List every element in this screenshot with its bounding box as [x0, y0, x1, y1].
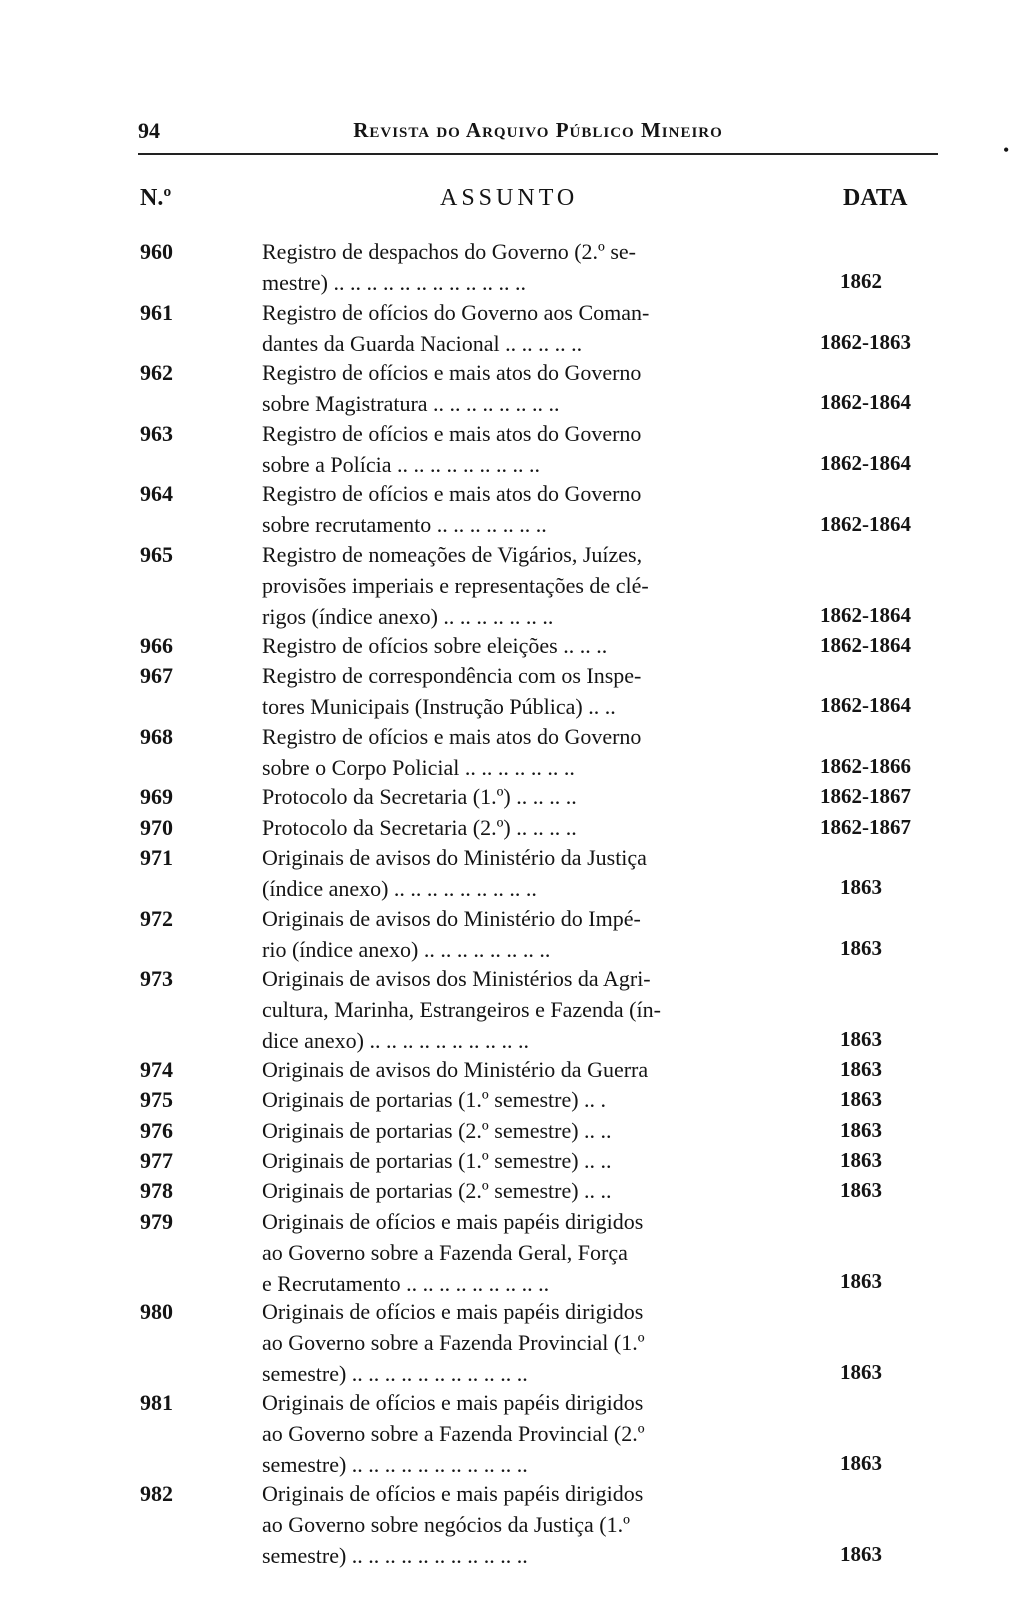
column-header-number: N.º — [140, 185, 172, 211]
entry-date: 1863 — [840, 1117, 882, 1142]
entry-subject — [262, 357, 792, 419]
entry-subject-line: e Recrutamento .. .. .. .. .. .. .. .. .. — [262, 1270, 550, 1296]
entry-number: 966 — [140, 632, 173, 658]
entry-subject — [262, 478, 792, 540]
entry-subject-line: Originais de portarias (1.º semestre) .. .. — [262, 1147, 612, 1173]
header-rule — [138, 153, 938, 155]
entry-subject-line: rio (índice anexo) .. .. .. .. .. .. .. .. — [262, 936, 551, 962]
entry-subject-line: Registro de ofícios sobre eleições .. .. .. — [262, 632, 608, 658]
list-item — [0, 630, 1028, 660]
list-item — [0, 1296, 1028, 1387]
column-header-subject: ASSUNTO — [440, 185, 579, 211]
entry-number: 964 — [140, 481, 173, 507]
list-item — [0, 660, 1028, 721]
list-item — [0, 1478, 1028, 1569]
entry-subject — [262, 1115, 792, 1146]
list-item — [0, 963, 1028, 1054]
entry-number: 965 — [140, 541, 173, 567]
entry-date: 1863 — [840, 875, 882, 900]
list-item — [0, 721, 1028, 782]
entry-subject — [262, 1054, 792, 1085]
entry-subject — [262, 963, 792, 1056]
entry-subject — [262, 721, 792, 783]
entry-subject-line: Originais de avisos do Ministério do Impé- — [262, 905, 641, 931]
entry-subject — [262, 1175, 792, 1206]
entry-number: 977 — [140, 1147, 173, 1173]
entry-date: 1862-1867 — [820, 814, 911, 839]
entry-number: 961 — [140, 299, 173, 325]
entry-subject-line: Protocolo da Secretaria (2.º) .. .. .. .. — [262, 814, 577, 840]
entry-subject-line: ao Governo sobre a Fazenda Geral, Força — [262, 1239, 628, 1265]
entry-number: 975 — [140, 1087, 173, 1113]
list-item — [0, 781, 1028, 811]
entry-subject-line: Originais de avisos do Ministério da Justiça — [262, 844, 647, 870]
entry-date: 1863 — [840, 935, 882, 960]
entry-number: 962 — [140, 360, 173, 386]
entry-subject-line: ao Governo sobre negócios da Justiça (1.º — [262, 1512, 630, 1538]
entry-subject-line: semestre) .. .. .. .. .. .. .. .. .. .. .. — [262, 1452, 528, 1478]
entry-subject-line: Originais de avisos do Ministério da Guerra — [262, 1057, 649, 1083]
entry-subject-line: rigos (índice anexo) .. .. .. .. .. .. .. — [262, 603, 554, 629]
list-item — [0, 1084, 1028, 1114]
entry-date: 1863 — [840, 1178, 882, 1203]
list-item — [0, 812, 1028, 842]
entry-subject-line: Registro de ofícios e mais atos do Governo — [262, 481, 642, 507]
entry-subject-line: semestre) .. .. .. .. .. .. .. .. .. .. .. — [262, 1543, 528, 1569]
entry-number: 980 — [140, 1299, 173, 1325]
entry-subject-line: ao Governo sobre a Fazenda Provincial (2.º — [262, 1421, 645, 1447]
entry-subject-line: semestre) .. .. .. .. .. .. .. .. .. .. .. — [262, 1361, 528, 1387]
entry-number: 981 — [140, 1390, 173, 1416]
list-item — [0, 478, 1028, 539]
list-item — [0, 1175, 1028, 1205]
entry-subject — [262, 418, 792, 480]
entry-subject-line: sobre Magistratura .. .. .. .. .. .. .. .. — [262, 391, 560, 417]
entry-date: 1862-1867 — [820, 784, 911, 809]
entry-number: 979 — [140, 1208, 173, 1234]
list-item — [0, 1115, 1028, 1145]
running-title: Revista do Arquivo Público Mineiro — [353, 118, 723, 142]
entry-subject-line: Registro de despachos do Governo (2.º se- — [262, 239, 637, 264]
entry-subject — [262, 1296, 792, 1389]
entry-subject-line: cultura, Marinha, Estrangeiros e Fazenda (ín- — [262, 997, 661, 1023]
entry-date: 1863 — [840, 1087, 882, 1112]
entry-date: 1863 — [840, 1147, 882, 1172]
entry-subject-line: mestre) .. .. .. .. .. .. .. .. .. .. .. .. — [262, 270, 526, 295]
entry-subject-line: sobre recrutamento .. .. .. .. .. .. .. — [262, 512, 547, 538]
entry-date: 1863 — [840, 1450, 882, 1475]
entry-subject-line: Originais de portarias (1.º semestre) .. . — [262, 1087, 607, 1113]
entry-date: 1863 — [840, 1057, 882, 1082]
list-item — [0, 357, 1028, 418]
entry-subject-line: Originais de portarias (2.º semestre) .. .. — [262, 1117, 612, 1143]
entry-subject — [262, 297, 792, 359]
list-item — [0, 1387, 1028, 1478]
column-header-date: DATA — [843, 185, 908, 211]
entry-date: 1862-1864 — [820, 390, 911, 415]
entry-number: 970 — [140, 814, 173, 840]
entry-subject-line: Originais de portarias (2.º semestre) .. .. — [262, 1178, 612, 1204]
entry-date: 1863 — [840, 1269, 882, 1294]
entry-subject — [262, 842, 792, 904]
entry-subject-line: tores Municipais (Instrução Pública) .. .. — [262, 694, 616, 720]
entry-subject-line: Registro de ofícios e mais atos do Governo — [262, 420, 642, 446]
entry-subject — [262, 1084, 792, 1115]
list-item — [0, 1206, 1028, 1297]
entry-subject-line: Originais de avisos dos Ministérios da Agri- — [262, 966, 651, 992]
entry-date: 1863 — [840, 1026, 882, 1051]
entry-subject-line: Originais de ofícios e mais papéis dirigidos — [262, 1481, 644, 1507]
entry-subject-line: sobre a Polícia .. .. .. .. .. .. .. .. .. — [262, 451, 541, 477]
entry-subject — [262, 236, 792, 298]
list-item — [0, 842, 1028, 903]
entry-date: 1863 — [840, 1359, 882, 1384]
entry-number: 972 — [140, 905, 173, 931]
list-item — [0, 1145, 1028, 1175]
entry-date: 1862 — [840, 269, 882, 294]
list-item — [0, 297, 1028, 358]
entry-subject — [262, 539, 792, 632]
entry-subject — [262, 660, 792, 722]
entries-list — [0, 236, 1028, 1569]
entry-number: 978 — [140, 1178, 173, 1204]
entry-subject — [262, 1206, 792, 1299]
entry-subject-line: dantes da Guarda Nacional .. .. .. .. .. — [262, 330, 583, 356]
list-item — [0, 418, 1028, 479]
entry-number: 982 — [140, 1481, 173, 1507]
entry-number: 973 — [140, 966, 173, 992]
entry-subject-line: Registro de nomeações de Vigários, Juízes, — [262, 541, 643, 567]
entry-subject — [262, 630, 792, 661]
entry-date: 1863 — [840, 1541, 882, 1566]
entry-subject-line: provisões imperiais e representações de clé- — [262, 572, 649, 598]
page-header — [138, 118, 938, 158]
page-number: 94 — [138, 118, 160, 143]
entry-date: 1862-1864 — [820, 511, 911, 536]
entry-subject-line: Registro de ofícios do Governo aos Coman- — [262, 299, 650, 325]
entry-subject — [262, 812, 792, 843]
entry-subject-line: Originais de ofícios e mais papéis dirigidos — [262, 1299, 644, 1325]
list-item — [0, 1054, 1028, 1084]
entry-subject-line: sobre o Corpo Policial .. .. .. .. .. .. .. — [262, 754, 575, 780]
entry-number: 968 — [140, 723, 173, 749]
entry-subject-line: Protocolo da Secretaria (1.º) .. .. .. .. — [262, 784, 577, 810]
entry-subject — [262, 1145, 792, 1176]
list-item — [0, 903, 1028, 964]
entry-date: 1862-1864 — [820, 693, 911, 718]
entry-subject-line: dice anexo) .. .. .. .. .. .. .. .. .. .. — [262, 1028, 529, 1054]
entry-number: 971 — [140, 844, 173, 870]
entry-subject-line: (índice anexo) .. .. .. .. .. .. .. .. .. — [262, 875, 537, 901]
entry-subject-line: ao Governo sobre a Fazenda Provincial (1.º — [262, 1330, 645, 1356]
list-item — [0, 539, 1028, 630]
entry-subject — [262, 1387, 792, 1480]
list-item — [0, 236, 1028, 297]
margin-dot: • — [1003, 140, 1010, 160]
entry-subject-line: Originais de ofícios e mais papéis dirigidos — [262, 1208, 644, 1234]
entry-date: 1862-1864 — [820, 451, 911, 476]
entry-subject — [262, 781, 792, 812]
entry-subject-line: Registro de ofícios e mais atos do Governo — [262, 723, 642, 749]
entry-number: 960 — [140, 239, 173, 264]
entry-number: 969 — [140, 784, 173, 810]
entry-subject-line: Registro de correspondência com os Inspe- — [262, 663, 642, 689]
entry-date: 1862-1864 — [820, 602, 911, 627]
entry-date: 1862-1864 — [820, 632, 911, 657]
entry-date: 1862-1863 — [820, 329, 911, 354]
entry-number: 963 — [140, 420, 173, 446]
entry-subject-line: Registro de ofícios e mais atos do Governo — [262, 360, 642, 386]
entry-subject — [262, 903, 792, 965]
entry-number: 976 — [140, 1117, 173, 1143]
entry-number: 967 — [140, 663, 173, 689]
entry-subject-line: Originais de ofícios e mais papéis dirigidos — [262, 1390, 644, 1416]
entry-date: 1862-1866 — [820, 754, 911, 779]
entry-subject — [262, 1478, 792, 1571]
entry-number: 974 — [140, 1057, 173, 1083]
